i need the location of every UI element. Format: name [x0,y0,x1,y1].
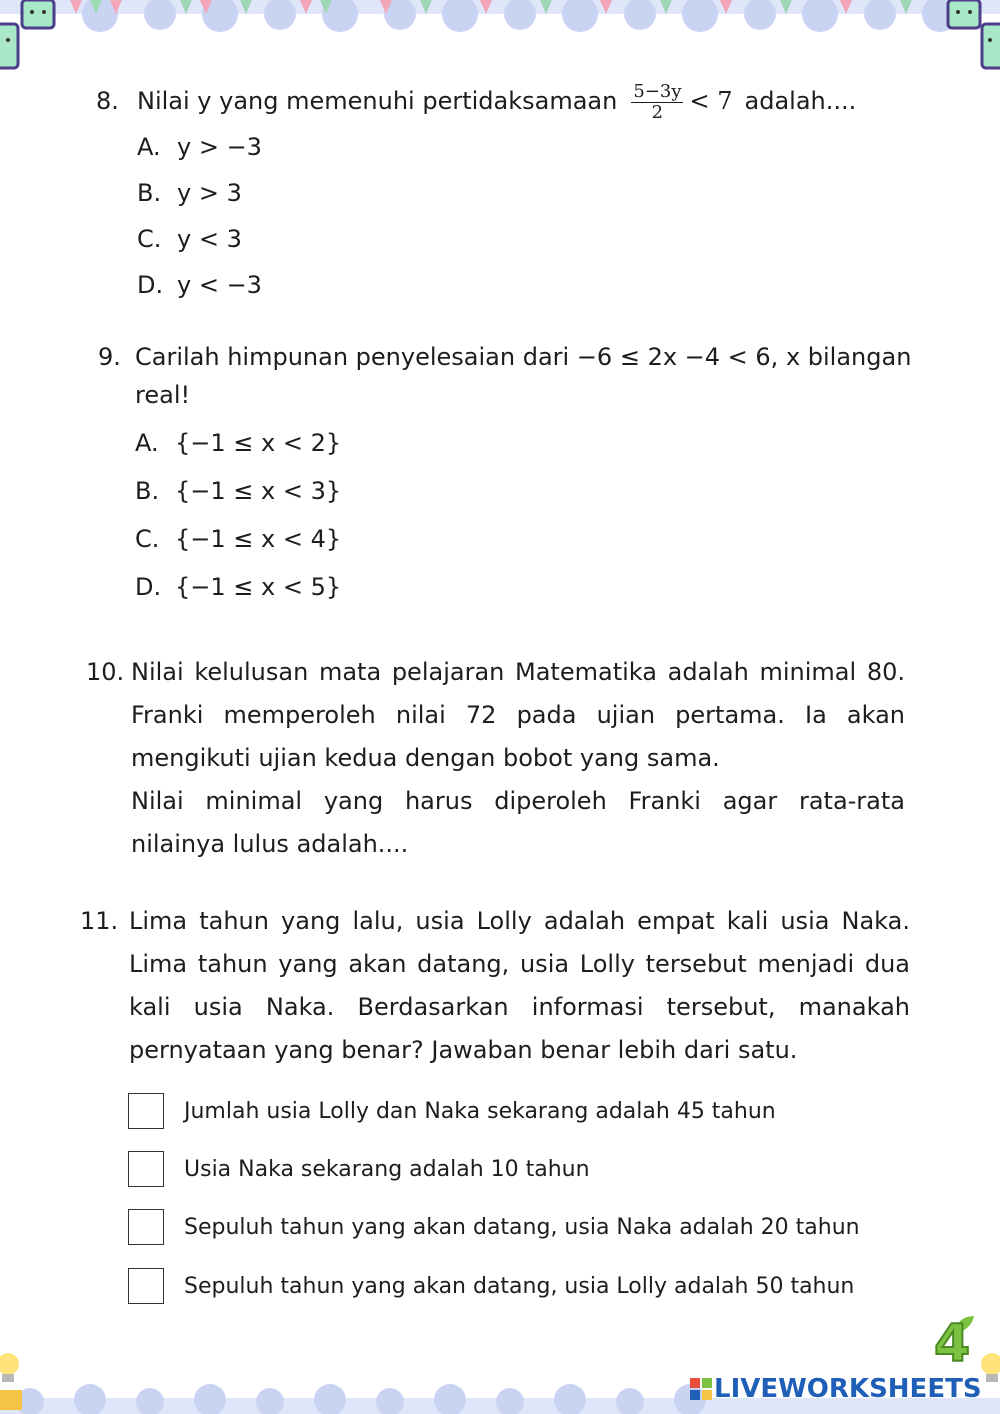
brand-name: LIVEWORKSHEETS [714,1374,982,1404]
question-number: 9. [98,343,121,371]
option-text: y > −3 [177,133,262,161]
choice-label: Sepuluh tahun yang akan datang, usia Lolly adalah 50 tahun [184,1273,855,1299]
option-letter: C. [135,525,160,553]
option-text: y < 3 [177,225,242,253]
option-d[interactable] [135,572,341,602]
question-11-number [80,900,118,943]
option-letter: D. [135,573,162,601]
question-10-para2 [131,780,905,866]
choice-row-3 [128,1208,860,1246]
question-text: Nilai minimal yang harus diperoleh Franki agar rata-rata nilainya lulus adalah.... [131,787,905,858]
fraction-denominator: 2 [651,101,664,123]
gift-left-icon [0,1390,22,1410]
option-text: {−1 ≤ x < 5} [175,573,342,601]
question-number: 11. [80,907,119,935]
question-number: 8. [96,87,119,115]
question-text: real! [135,381,191,409]
option-letter: B. [137,179,162,207]
question-text: Carilah himpunan penyelesaian dari −6 ≤ 2x −4 < 6, x bilangan [135,343,912,371]
option-letter: B. [135,477,160,505]
choice-row-1 [128,1092,776,1130]
mascot-right-icon [948,0,980,28]
question-9-line1 [135,336,911,379]
option-letter: A. [135,429,159,457]
question-9-number [98,336,121,379]
option-text: y > 3 [177,179,242,207]
question-text: Lima tahun yang lalu, usia Lolly adalah empat kali usia Naka. Lima tahun yang akan datang, usia Lolly tersebut menjadi dua kali usia Naka. Berdasarkan informasi tersebut, manakah pernyataan yang benar? Jawaban benar lebih dari satu. [129,907,910,1064]
option-a[interactable] [137,132,262,162]
mascot-left-edge-icon [0,22,22,72]
question-10-para1 [131,651,905,780]
option-c[interactable] [135,524,341,554]
question-11-text [129,900,910,1072]
question-text: Nilai kelulusan mata pelajaran Matematika adalah minimal 80. Franki memperoleh nilai 72 pada ujian pertama. Ia akan mengikuti ujian kedua dengan bobot yang sama. [131,658,905,772]
page-number: 4 [934,1314,971,1374]
option-letter: A. [137,133,161,161]
choice-label: Usia Naka sekarang adalah 10 tahun [184,1156,590,1182]
question-number: 10. [86,658,125,686]
mascot-left-icon [22,0,54,28]
brand-logo[interactable] [690,1374,982,1404]
choice-label: Sepuluh tahun yang akan datang, usia Naka adalah 20 tahun [184,1214,860,1240]
option-c[interactable] [137,224,242,254]
fraction [631,82,683,123]
question-9-line2 [135,374,190,417]
brand-mark-icon [690,1378,712,1400]
option-b[interactable] [135,476,341,506]
answer-checkbox[interactable] [128,1093,164,1129]
choice-row-2 [128,1150,590,1188]
option-letter: D. [137,271,164,299]
choice-row-4 [128,1267,854,1305]
option-text: {−1 ≤ x < 2} [175,429,342,457]
fraction-numerator: 5−3y [633,80,682,102]
question-8 [96,80,119,123]
option-text: {−1 ≤ x < 3} [175,477,342,505]
option-d[interactable] [137,270,262,300]
question-8-text [137,80,856,123]
top-decorative-border [0,0,1000,34]
option-a[interactable] [135,428,341,458]
option-b[interactable] [137,178,242,208]
option-text: {−1 ≤ x < 4} [175,525,342,553]
mascot-right-edge-icon [980,22,1000,72]
answer-checkbox[interactable] [128,1268,164,1304]
option-letter: C. [137,225,162,253]
answer-checkbox[interactable] [128,1151,164,1187]
option-text: y < −3 [177,271,262,299]
question-10-number [86,651,124,694]
choice-label: Jumlah usia Lolly dan Naka sekarang adalah 45 tahun [184,1098,776,1124]
answer-checkbox[interactable] [128,1209,164,1245]
question-text-end: adalah.... [744,87,857,115]
inequality-relation: < 7 [689,87,733,115]
question-text: Nilai y yang memenuhi pertidaksamaan [137,87,618,115]
